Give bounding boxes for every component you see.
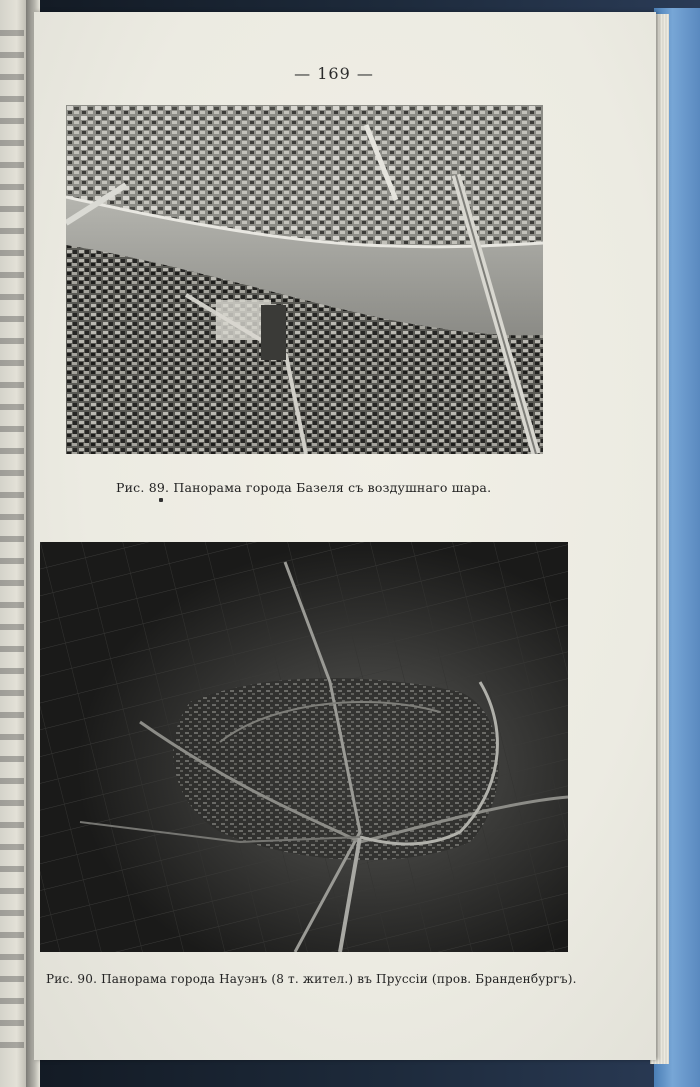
nauen-aerial-panorama <box>40 542 568 952</box>
book-page <box>34 12 656 1060</box>
figure-89-photo <box>66 105 543 454</box>
basel-aerial-panorama <box>66 105 543 454</box>
left-page-text-fragment <box>0 30 24 1060</box>
figure-89-caption: Рис. 89. Панорама города Базеля съ воздушнаго шара. <box>116 480 492 495</box>
figure-90-caption: Рис. 90. Панорама города Науэнъ (8 т. жител.) въ Пруссіи (пров. Бранденбургъ). <box>46 972 577 986</box>
figure-90-photo <box>40 542 568 952</box>
page-number: — 169 — <box>294 64 374 83</box>
left-page-edge <box>0 0 28 1087</box>
print-speck <box>159 498 163 502</box>
